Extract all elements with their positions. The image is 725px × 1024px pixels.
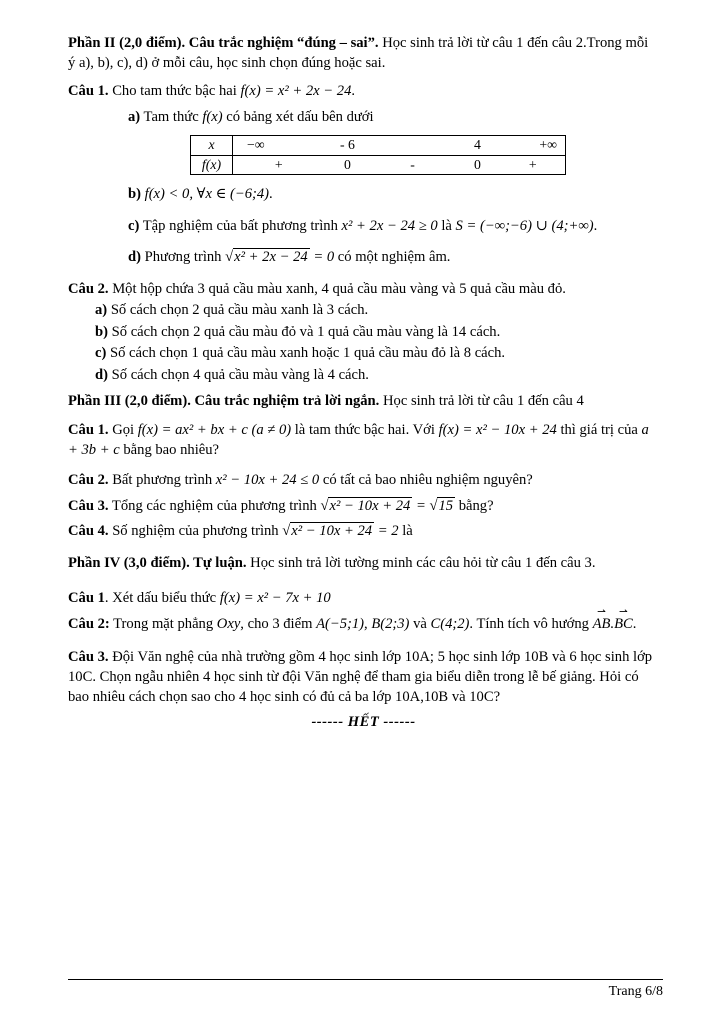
text-run: thì giá trị của	[556, 422, 642, 439]
table-cell-4: 4	[455, 136, 501, 155]
text-run: Cho tam thức bậc hai	[108, 83, 241, 100]
text-run: Phương trình	[140, 249, 226, 266]
q-label: Câu 2:	[68, 615, 110, 632]
q-label: Câu 2.	[68, 472, 109, 489]
sign-table	[190, 135, 566, 175]
math-run: =	[412, 497, 430, 514]
text-run: .	[632, 615, 637, 632]
text-run: và	[409, 615, 431, 632]
part4-heading	[68, 554, 659, 574]
sqrt-radical-icon: √	[429, 497, 438, 514]
part2-q1-b	[128, 185, 659, 205]
q-label: Câu 3.	[68, 649, 109, 666]
text-run: Số nghiệm của phương trình	[108, 523, 283, 540]
text-run: bằng bao nhiêu?	[119, 441, 220, 458]
text-run: là tam thức bậc hai. Với	[291, 422, 439, 439]
text-run: Đội Văn nghệ của nhà trường gồm 4 học sinh lớp 10A; 5 học sinh lớp 10B và 6 học sinh lớp 10C. Chọn ngẫu nhiên 4 học sinh từ đội Văn nghệ để tham gia biểu diễn trong lễ bế giảng. Hỏi có bao nhiêu cách chọn sao cho 4 học sinh có đủ cả ba lớp 10A,10B và 10C?	[68, 649, 653, 705]
text-run: bằng?	[455, 497, 494, 514]
math-run: f(x) = x² − 10x + 24	[438, 422, 557, 439]
math-run: S = (−∞;−6) ∪ (4;+∞)	[455, 217, 594, 234]
part2-heading-bold: Phần II (2,0 điểm). Câu trắc nghiệm “đúng – sai”.	[68, 35, 379, 51]
item-label: a)	[95, 302, 108, 319]
vector-ab	[592, 606, 611, 635]
math-run: f(x) = x² + 2x − 24	[240, 83, 352, 100]
text-run: Tổng các nghiệm của phương trình	[108, 497, 321, 514]
table-cell-zero: 0	[344, 156, 351, 172]
text-run: . Xét dấu biểu thức	[104, 590, 220, 607]
part2-q2-d	[95, 366, 659, 386]
part2-q1-c	[128, 217, 659, 237]
text-run: ,	[364, 615, 372, 632]
vector-label: BC	[614, 615, 633, 632]
text-run: Số cách chọn 2 quả cầu màu xanh là 3 cách.	[107, 302, 369, 319]
table-cell-zero: 0	[474, 156, 481, 172]
part4-q3	[68, 648, 659, 707]
page-footer	[68, 979, 663, 1002]
radicand: 15	[438, 497, 454, 514]
item-label: d)	[95, 366, 108, 383]
q-label: Câu 1.	[68, 83, 109, 100]
math-run	[592, 606, 633, 632]
end-marker	[68, 713, 659, 733]
vector-label: AB	[592, 615, 611, 632]
vector-arrow-icon: ⇀	[597, 606, 606, 619]
math-run	[225, 248, 334, 265]
part2-heading-rest: Học sinh trả lời từ câu 1 đến câu 2.Trong mỗi ý a), b), c), d) ở mỗi câu, học sinh chọn đúng hoặc sai.	[68, 35, 649, 71]
radicand: x² + 2x − 24	[234, 249, 308, 266]
math-run: C(4;2)	[430, 615, 470, 632]
math-run: A(−5;1)	[316, 615, 365, 632]
q-label: Câu 2.	[68, 280, 109, 297]
part2-q2-a	[95, 301, 659, 321]
math-run	[320, 497, 455, 514]
item-label: b)	[128, 186, 141, 203]
math-run: f(x)	[202, 108, 223, 125]
text-run: Số cách chọn 1 quả cầu màu xanh hoặc 1 quả cầu màu đỏ là 8 cách.	[106, 345, 506, 362]
text-run: có bảng xét dấu bên dưới	[222, 108, 374, 125]
sqrt-expression	[225, 248, 310, 265]
item-label: b)	[95, 323, 108, 340]
text-run: , cho 3 điểm	[240, 615, 317, 632]
radicand: x² − 10x + 24	[291, 523, 373, 540]
math-run: Oxy	[216, 615, 241, 632]
table-cell-fx: f(x)	[191, 155, 233, 174]
text-run: Tập nghiệm của bất phương trình	[139, 217, 342, 234]
part3-q3	[68, 497, 659, 517]
math-run: x² + 2x − 24 ≥ 0	[341, 217, 438, 234]
sqrt-expression	[429, 497, 455, 514]
item-label: a)	[128, 108, 141, 125]
item-label: c)	[95, 345, 107, 362]
table-cell-sign: +	[528, 156, 537, 172]
q-label: Câu 1	[68, 590, 105, 607]
part3-heading-bold: Phần III (2,0 điểm). Câu trắc nghiệm trả lời ngắn.	[68, 392, 380, 409]
text-run: Số cách chọn 4 quả cầu màu vàng là 4 cách.	[107, 366, 369, 383]
math-run: f(x) < 0, ∀x ∈ (−6;4)	[144, 186, 270, 203]
sqrt-expression	[320, 497, 412, 514]
part3-q4	[68, 522, 659, 542]
table-cell-pos-inf: +∞	[501, 136, 566, 155]
end-marker-text: ------ HẾT ------	[311, 714, 416, 731]
q-label: Câu 4.	[68, 523, 109, 540]
math-run: B(2;3)	[371, 615, 410, 632]
text-run: là	[437, 217, 456, 234]
part2-q2	[68, 280, 659, 300]
text-run: có một nghiệm âm.	[334, 249, 451, 266]
text-run: là	[398, 523, 413, 540]
q-label: Câu 1.	[68, 422, 109, 439]
text-run: Tam thức	[140, 108, 203, 125]
math-run: f(x) = x² − 7x + 10	[219, 590, 331, 607]
part4-heading-rest: Học sinh trả lời tường minh các câu hỏi từ câu 1 đến câu 3.	[246, 554, 596, 571]
table-cell-neg-inf: −∞	[233, 136, 325, 155]
text-run: Số cách chọn 2 quả cầu màu đỏ và 1 quả cầu màu vàng là 14 cách.	[107, 323, 501, 340]
math-run: = 2	[374, 523, 399, 540]
table-cell-sign: -	[410, 156, 415, 172]
part4-q2	[68, 606, 659, 635]
math-run: a + 3b + c	[68, 422, 649, 458]
sqrt-radical-icon: √	[282, 523, 291, 540]
text-run: có tất cả bao nhiêu nghiệm nguyên?	[319, 472, 533, 489]
table-cell-empty	[371, 136, 455, 155]
part3-heading	[68, 392, 659, 412]
table-row-fx	[191, 155, 566, 174]
part2-q1-d	[128, 248, 659, 268]
part3-q1	[68, 421, 659, 460]
text-run: Một hộp chứa 3 quả cầu màu xanh, 4 quả cầu màu vàng và 5 quả cầu màu đỏ.	[108, 280, 566, 297]
table-cell-minus6: - 6	[325, 136, 371, 155]
text-run: Gọi	[108, 422, 138, 439]
math-run: x² − 10x + 24 ≤ 0	[215, 472, 320, 489]
part2-heading	[68, 34, 659, 73]
part4-q1	[68, 589, 659, 609]
q-label: Câu 3.	[68, 497, 109, 514]
table-cell-sign: +	[274, 156, 283, 172]
math-run	[282, 522, 398, 539]
table-cell-x: x	[191, 136, 233, 155]
vector-arrow-icon: ⇀	[619, 606, 628, 619]
part2-q2-c	[95, 344, 659, 364]
part2-q1	[68, 82, 659, 102]
page-number: Trang 6/8	[608, 984, 663, 1000]
part4-heading-bold: Phần IV (3,0 điểm). Tự luận.	[68, 554, 247, 571]
sqrt-expression	[282, 522, 374, 539]
part2-q1-a	[128, 108, 659, 128]
part3-heading-rest: Học sinh trả lời từ câu 1 đến câu 4	[379, 392, 584, 409]
text-run: Bất phương trình	[108, 472, 216, 489]
sqrt-radical-icon: √	[225, 249, 234, 266]
part3-q2	[68, 471, 659, 491]
math-run: (a ≠ 0)	[251, 422, 292, 439]
math-run: .	[610, 615, 615, 632]
text-run: .	[269, 186, 273, 203]
math-run: = 0	[309, 249, 335, 266]
text-run: .	[351, 83, 356, 100]
part2-q2-b	[95, 323, 659, 343]
radicand: x² − 10x + 24	[329, 497, 411, 514]
vector-bc	[614, 606, 633, 635]
text-run: Trong mặt phẳng	[109, 615, 217, 632]
item-label: d)	[128, 249, 141, 266]
text-run: .	[593, 217, 598, 234]
sqrt-radical-icon: √	[320, 497, 329, 514]
text-run: . Tính tích vô hướng	[469, 615, 593, 632]
math-run: f(x) = ax² + bx + c	[137, 422, 248, 439]
item-label: c)	[128, 217, 140, 234]
table-row-x	[191, 136, 566, 155]
